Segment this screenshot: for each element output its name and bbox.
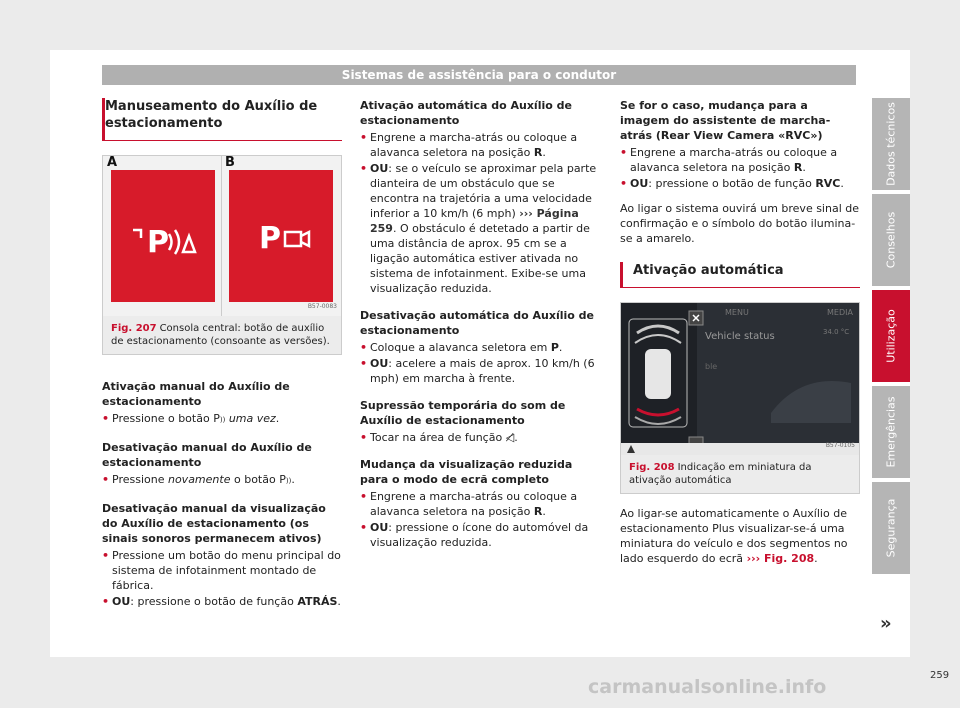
tab-conselhos[interactable]: Conselhos (872, 194, 910, 286)
tab-dados-tecnicos[interactable]: Dados técnicos (872, 98, 910, 190)
list-item: • Engrene a marcha-atrás ou coloque a alavanca seletora na posição R. (620, 145, 860, 175)
figure-code: B57-0105 (825, 442, 855, 449)
park-camera-icon (229, 170, 333, 302)
page-header: Sistemas de assistência para o condutor (102, 65, 856, 85)
subsection-title: Mudança da visualização reduzida para o modo de ecrã completo (360, 458, 573, 486)
list-item: • OU: se o veículo se aproximar pela parte dianteira de um obstáculo que se encontra na trajetória a uma velocidade inferior a 10 km/h (6 mph) ››› Página 259. O obstáculo é detetado a partir de uma distância de aprox. 95 cm se a ligação automática estiver ativada no sistema de infotainment. Exibe-se uma visualização reduzida. (360, 161, 600, 296)
column-3 (620, 98, 860, 567)
mute-sound-icon: ◁̸ (505, 431, 515, 444)
subsection-title: Se for o caso, mudança para a imagem do assistente de marcha-atrás (Rear View Camera «RVC») (620, 99, 831, 142)
figure-207 (102, 155, 342, 355)
figure-label-a: A (107, 155, 118, 170)
list-item: • OU: pressione o botão de função RVC. (620, 176, 860, 191)
paragraph: Ao ligar o sistema ouvirá um breve sinal de confirmação e o símbolo do botão ilumina-se a amarelo. (620, 202, 860, 245)
list-item: • Engrene a marcha-atrás ou coloque a alavanca seletora na posição R. (360, 489, 600, 519)
park-assist-icon: P)) (213, 412, 226, 425)
section-title: Ativação automática (620, 262, 860, 288)
chapter-tabs (872, 98, 910, 578)
screen-temp-label: 34.0 °C (823, 328, 850, 336)
list-item: • OU: pressione o ícone do automóvel da visualização reduzida. (360, 520, 600, 550)
column-2 (360, 98, 600, 551)
figure-code: B57-0083 (307, 303, 337, 310)
screen-menu-label: MENU (725, 308, 749, 317)
figure-caption: Fig. 208 Indicação em miniatura da ativação automática (621, 455, 859, 493)
list-item: • Pressione novamente o botão P)). (102, 472, 342, 489)
subsection-title: Desativação automática do Auxílio de estacionamento (360, 309, 595, 337)
park-assist-icon: P)) (279, 473, 292, 486)
tab-utilizacao[interactable]: Utilização (872, 290, 910, 382)
continue-arrow: » (880, 613, 892, 634)
manual-page (50, 50, 950, 681)
park-assist-sound-icon (111, 170, 215, 302)
figure-image (621, 303, 859, 455)
subsection-title: Supressão temporária do som de Auxílio de estacionamento (360, 399, 566, 427)
list-item: • OU: pressione o botão de função ATRÁS. (102, 594, 342, 609)
screen-side-label: ble (705, 362, 718, 371)
list-item: • Engrene a marcha-atrás ou coloque a alavanca seletora na posição R. (360, 130, 600, 160)
list-item: • Pressione o botão P)) uma vez. (102, 411, 342, 428)
subsection-title: Ativação manual do Auxílio de estacionamento (102, 380, 290, 408)
subsection-title: Desativação manual do Auxílio de estacionamento (102, 441, 312, 469)
section-title: Manuseamento do Auxílio de estacionamento (102, 98, 342, 141)
list-item: • OU: acelere a mais de aprox. 10 km/h (6 mph) em marcha à frente. (360, 356, 600, 386)
tab-emergencias[interactable]: Emergências (872, 386, 910, 478)
column-1 (102, 98, 342, 610)
list-item: • Tocar na área de função ◁̸. (360, 430, 600, 445)
list-item: • Pressione um botão do menu principal do sistema de infotainment montado de fábrica. (102, 548, 342, 593)
screen-status-label: Vehicle status (705, 331, 775, 342)
figure-label-b: B (225, 155, 235, 170)
svg-text:P: P (259, 221, 281, 256)
watermark: carmanualsonline.info (588, 676, 827, 698)
park-assist-button-b (229, 170, 333, 302)
paragraph: Ao ligar-se automaticamente o Auxílio de estacionamento Plus visualizar-se-á uma miniatura do veículo e dos segmentos no lado esquerdo do ecrã ››› Fig. 208. (620, 507, 848, 565)
page-number: 259 (930, 670, 950, 681)
list-item: • Coloque a alavanca seletora em P. (360, 340, 600, 355)
figure-208 (620, 302, 860, 494)
figure-link[interactable]: ››› Fig. 208 (746, 552, 815, 565)
svg-text:P: P (147, 225, 169, 260)
subsection-title: Ativação automática do Auxílio de estacionamento (360, 99, 572, 127)
page-link[interactable]: ››› Página 259 (370, 207, 579, 235)
screen-media-label: MEDIA (827, 308, 853, 317)
tab-seguranca[interactable]: Segurança (872, 482, 910, 574)
subsection-title: Desativação manual da visualização do Auxílio de estacionamento (os sinais sonoros permanecem ativos) (102, 502, 326, 545)
figure-image (103, 156, 341, 316)
figure-caption: Fig. 207 Consola central: botão de auxílio de estacionamento (consoante as versões). (103, 316, 341, 354)
park-assist-button-a (111, 170, 215, 302)
